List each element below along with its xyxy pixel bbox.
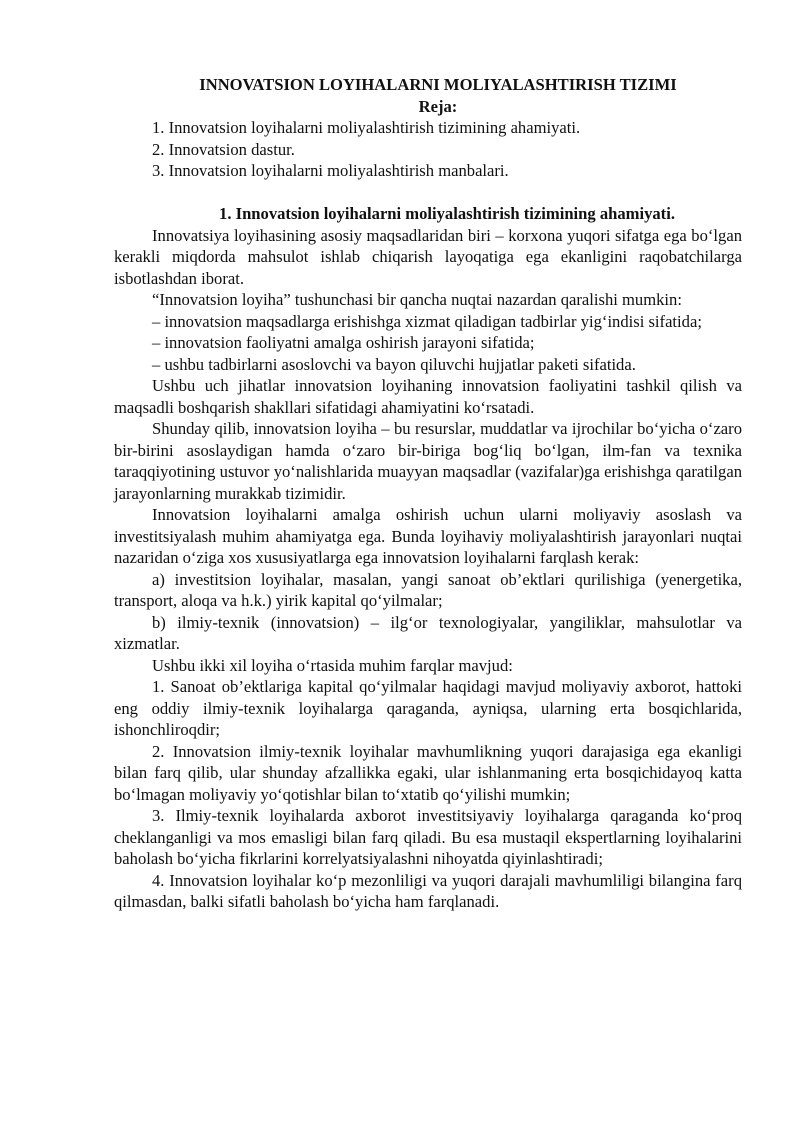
paragraph: b) ilmiy-texnik (innovatsion) – ilg‘or texnologiyalar, yangiliklar, mahsulotlar va xizmatlar. [114,612,742,653]
paragraph: 3. Ilmiy-texnik loyihalarda axborot investitsiyaviy loyihalarga qaraganda ko‘proq cheklanganligi va mos emasligi bilan farq qiladi. Bu esa mustaqil ekspertlarning loyihalarini baholash bo‘yicha fikrlarini korrelyatsiyalashni nihoyatda qiyinlashtiradi; [114,806,742,868]
paragraph: – innovatsion maqsadlarga erishishga xizmat qiladigan tadbirlar yig‘indisi sifatida; [152,311,702,331]
paragraph: 4. Innovatsion loyihalar ko‘p mezonliligi va yuqori darajali mavhumliligi bilangina farq qilmasdan, balki sifatli baholash bo‘yicha ham farqlanadi. [114,870,742,911]
plan-item: 2. Innovatsion dastur. [152,139,295,159]
paragraph: Innovatsiya loyihasining asosiy maqsadlaridan biri – korxona yuqori sifatga ega bo‘lgan kerakli miqdorda mahsulot ishlab chiqarish layoqatiga ega ekanligini raqobatchilarga isbotlashdan iborat. [114,225,742,288]
plan-heading: Reja: [418,96,458,116]
paragraph: “Innovatsion loyiha” tushunchasi bir qancha nuqtai nazardan qaralishi mumkin: [152,290,682,309]
plan-item: 3. Innovatsion loyihalarni moliyalashtirish manbalari. [152,161,509,180]
paragraph: – innovatsion faoliyatni amalga oshirish jarayoni sifatida; [152,333,535,352]
paragraph: Innovatsion loyihalarni amalga oshirish uchun ularni moliyaviy asoslash va investitsiyalash muhim ahamiyatga ega. Bunda loyihaviy moliyalashtirish jarayonlari nuqtai nazaridan o‘ziga xos xususiyatlarga ega innovatsion loyihalarni farqlash kerak: [114,505,742,567]
section-heading: 1. Innovatsion loyihalarni moliyalashtirish tizimining ahamiyati. [219,204,675,223]
paragraph: 2. Innovatsion ilmiy-texnik loyihalar mavhumlikning yuqori darajasiga ega ekanligi bilan farq qilib, ular shunday afzallikka egaki, ular ishlanmaning erta bosqichidayoq katta bo‘lmagan moliyaviy yo‘qotishlar bilan to‘xtatib qo‘yilishi mumkin; [114,741,742,804]
spacer [114,182,742,204]
paragraph: Ushbu uch jihatlar innovatsion loyihaning innovatsion faoliyatini tashkil qilish va maqsadli boshqarish shakllari sifatidagi ahamiyatini ko‘rsatadi. [114,376,742,417]
paragraph: – ushbu tadbirlarni asoslovchi va bayon qiluvchi hujjatlar paketi sifatida. [152,354,636,374]
paragraph: Shunday qilib, innovatsion loyiha – bu resurslar, muddatlar va ijrochilar bo‘yicha o‘zaro bir-birini asoslaydigan hamda o‘zaro bir-biriga bog‘liq bo‘lgan, ilm-fan va texnika taraqqiyotining ustuvor yo‘nalishlarida muayyan maqsadlar (vazifalar)ga erishishga qaratilgan jarayonlarning murakkab tizimidir. [114,419,742,503]
document-page [114,74,742,913]
paragraph: a) investitsion loyihalar, masalan, yangi sanoat ob’ektlari qurilishiga (yenergetika, transport, aloqa va h.k.) yirik kapital qo‘yilmalar; [114,569,742,610]
paragraph: 1. Sanoat ob’ektlariga kapital qo‘yilmalar haqidagi mavjud moliyaviy axborot, hattoki eng oddiy ilmiy-texnik loyihalarga qaraganda, ayniqsa, ularning erta bosqichlarida, ishonchliroqdir; [114,677,742,739]
paragraph: Ushbu ikki xil loyiha o‘rtasida muhim farqlar mavjud: [152,655,513,675]
plan-list [114,117,742,182]
plan-item: 1. Innovatsion loyihalarni moliyalashtirish tizimining ahamiyati. [152,118,581,137]
document-title: INNOVATSION LOYIHALARNI MOLIYALASHTIRISH TIZIMI [199,75,677,94]
